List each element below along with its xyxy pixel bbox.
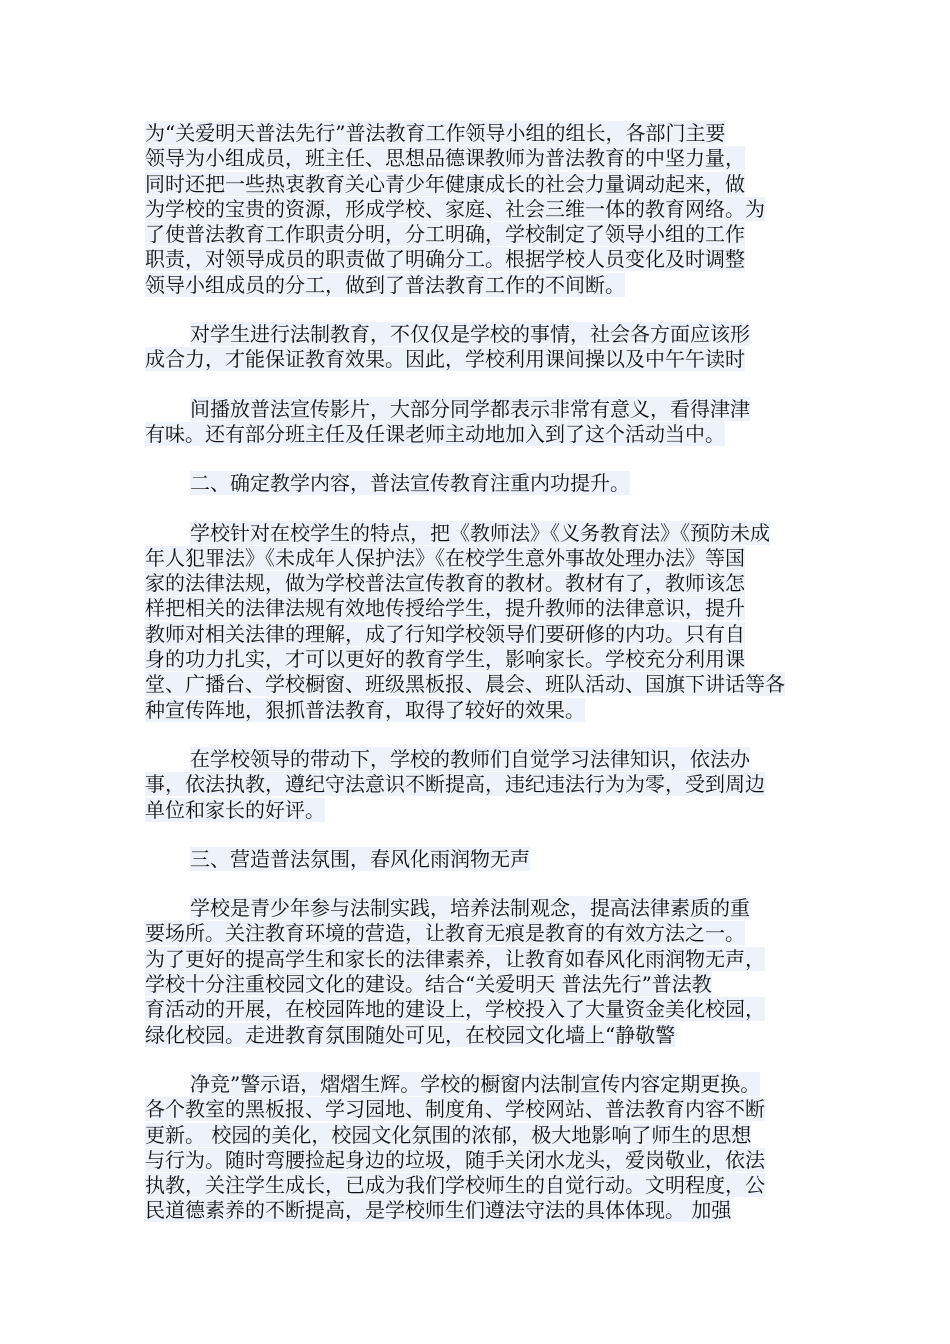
text-line: 要场所。关注教育环境的营造，让教育无痕是教育的有效方法之一。 xyxy=(145,921,745,946)
text-line: 种宣传阵地，狠抓普法教育，取得了较好的效果。 xyxy=(145,697,585,722)
text-line: 绿化校园。走进教育氛围随处可见，在校园文化墙上“静敬警 xyxy=(145,1022,676,1047)
heading-line: 二、确定教学内容，普法宣传教育注重内功提升。 xyxy=(190,471,630,496)
text-line: 各个教室的黑板报、学习园地、制度角、学校网站、普法教育内容不断 xyxy=(145,1097,765,1122)
text-line: 职责，对领导成员的职责做了明确分工。根据学校人员变化及时调整 xyxy=(145,247,745,272)
paragraph-teachers xyxy=(145,747,815,823)
heading-line: 三、营造普法氛围，春风化雨润物无声 xyxy=(190,846,530,871)
text-line: 领导为小组成员，班主任、思想品德课教师为普法教育的中坚力量， xyxy=(145,146,745,171)
paragraph-leadership xyxy=(145,121,815,298)
text-line: 民道德素养的不断提高，是学校师生们遵法守法的具体体现。 加强 xyxy=(145,1198,732,1223)
paragraph-campus-culture xyxy=(145,1072,815,1224)
text-line: 与行为。随时弯腰捡起身边的垃圾，随手关闭水龙头，爱岗敬业，依法 xyxy=(145,1147,765,1172)
text-line: 为“关爱明天普法先行”普法教育工作领导小组的组长，各部门主要 xyxy=(145,121,726,145)
text-line: 为学校的宝贵的资源，形成学校、家庭、社会三维一体的教育网络。为 xyxy=(145,196,765,221)
text-line: 间播放普法宣传影片，大部分同学都表示非常有意义，看得津津 xyxy=(190,396,750,421)
text-line: 成合力，才能保证教育效果。因此，学校利用课间操以及中午午读时 xyxy=(145,347,745,372)
text-line: 了使普法教育工作职责分明，分工明确，学校制定了领导小组的工作 xyxy=(145,222,745,247)
paragraph-atmosphere xyxy=(145,896,815,1048)
text-line: 育活动的开展，在校园阵地的建设上，学校投入了大量资金美化校园， xyxy=(145,997,765,1022)
paragraph-films xyxy=(145,397,815,448)
text-line: 领导小组成员的分工，做到了普法教育工作的不间断。 xyxy=(145,272,625,297)
text-line: 在学校领导的带动下，学校的教师们自觉学习法律知识，依法办 xyxy=(190,746,750,771)
text-line: 家的法律法规，做为学校普法宣传教育的教材。教材有了，教师该怎 xyxy=(145,571,745,596)
text-line: 为了更好的提高学生和家长的法律素养，让教育如春风化雨润物无声， xyxy=(145,946,765,971)
text-line: 事，依法执教，遵纪守法意识不断提高，违纪违法行为为零，受到周边 xyxy=(145,772,765,797)
text-line: 对学生进行法制教育，不仅仅是学校的事情，社会各方面应该形 xyxy=(190,322,750,347)
text-line: 学校十分注重校园文化的建设。结合“关爱明天 普法先行”普法教 xyxy=(145,972,712,997)
text-line: 身的功力扎实，才可以更好的教育学生，影响家长。学校充分利用课 xyxy=(145,647,745,672)
section-heading-3 xyxy=(145,847,815,872)
text-line: 学校针对在校学生的特点，把《教师法》《义务教育法》《预防未成 xyxy=(190,520,770,545)
text-line: 样把相关的法律法规有效地传授给学生，提升教师的法律意识，提升 xyxy=(145,596,745,621)
text-line: 有味。还有部分班主任及任课老师主动地加入到了这个活动当中。 xyxy=(145,421,725,446)
paragraph-cooperation xyxy=(145,322,815,373)
section-heading-2 xyxy=(145,471,815,496)
text-line: 年人犯罪法》《未成年人保护法》《在校学生意外事故处理办法》等国 xyxy=(145,545,745,570)
text-line: 同时还把一些热衷教育关心青少年健康成长的社会力量调动起来，做 xyxy=(145,171,745,196)
text-line: 更新。 校园的美化，校园文化氛围的浓郁，极大地影响了师生的思想 xyxy=(145,1122,752,1147)
text-line: 执教，关注学生成长，已成为我们学校师生的自觉行动。文明程度，公 xyxy=(145,1173,765,1198)
document-page xyxy=(145,121,815,1248)
paragraph-teaching-content xyxy=(145,521,815,723)
text-line: 教师对相关法律的理解，成了行知学校领导们要研修的内功。只有自 xyxy=(145,621,745,646)
text-line: 单位和家长的好评。 xyxy=(145,797,325,822)
text-line: 净竞”警示语，熠熠生辉。学校的橱窗内法制宣传内容定期更换。 xyxy=(190,1071,761,1096)
text-line: 学校是青少年参与法制实践，培养法制观念，提高法律素质的重 xyxy=(190,896,750,921)
text-line: 堂、广播台、学校橱窗、班级黑板报、晨会、班队活动、国旗下讲话等各 xyxy=(145,672,785,697)
